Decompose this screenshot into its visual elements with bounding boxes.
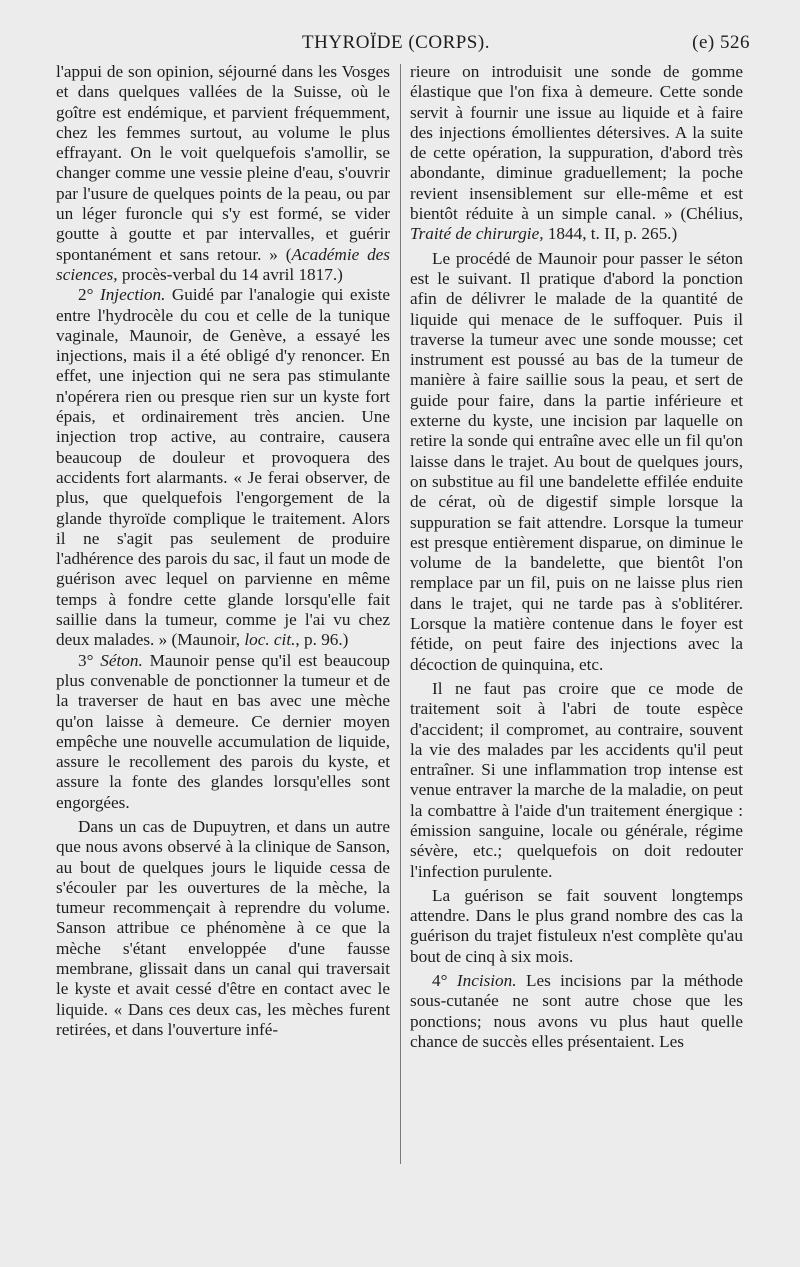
paragraph: Dans un cas de Dupuytren, et dans un autre que nous avons observé à la clinique de Sanson, au bout de quelques jours le liquide cessa de s'écouler par les ouvertures de la mèche, la tumeur recommençait à reprendre du volume. Sanson attribue ce phénomène à ce que la mèche s'étant enveloppée d'une fausse membrane, glissait dans un canal qui traversait le kyste et avait cessé d'être en contact avec le liquide. « Dans ces deux cas, les mèches furent retirées, et dans l'ouverture infé- xyxy=(56,816,390,1039)
paragraph xyxy=(56,62,390,285)
left-column xyxy=(56,62,390,1040)
paragraph xyxy=(56,651,390,813)
text-run: Maunoir pense qu'il est beaucoup plus convenable de ponctionner la tumeur et de la traverser de haut en bas avec une mèche qu'on laisse à demeure. Ce dernier moyen empêche une nouvelle accumulation de liquide, assure le recollement des parois du kyste, et assure la fonte des glandes lorsqu'elles sont engorgées. xyxy=(56,650,391,812)
section-number: 3° xyxy=(78,650,101,670)
text-run: 1844, t. II, p. 265.) xyxy=(543,224,678,244)
citation: Académie des sciences, xyxy=(56,244,390,284)
text-run: l'appui de son opinion, séjourné dans les Vosges et dans quelques vallées de la Suisse, où le goître est endémique, et parvient fréquemment, chez les femmes surtout, au volume le plus effrayant. On le voit quelquefois s'amollir, se changer comme une vessie pleine d'eau, s'ouvrir par l'usure de quelques points de la peau, ou par un léger furoncle qui s'y est formé, se vider goutte à goutte et par intervalles, et guérir spontanément et sans retour. » ( xyxy=(56,62,390,264)
text-run: , p. 96.) xyxy=(295,630,349,650)
running-title: THYROÏDE (CORPS). xyxy=(302,32,490,53)
paragraph: Le procédé de Maunoir pour passer le séton est le suivant. Il pratique d'abord la ponction afin de délivrer le malade de la quantité de liquide qui menace de le suffoquer. Puis il traverse la tumeur avec une sonde mousse; cet instrument est poussé au bas de la tumeur de manière à faire saillie sous la peau, et sert de guide pour faire, dans la partie inférieure et externe du kyste, une incision par laquelle on retire la sonde qui entraîne avec elle un fil qu'on laisse dans le trajet. Au bout de quelques jours, on substitue au fil une bandelette effilée enduite de cérat, où de digestif simple lorsque la suppuration se fait attendre. Lorsque la tumeur est presque entièrement disparue, on diminue le volume de la bandelette, que bientôt l'on remplace par un fil, puis on ne laisse plus rien dans le trajet, qui ne tarde pas à s'oblitérer. Lorsque la matière contenue dans le foyer est fétide, on peut faire des injections avec la décoction de quinquina, etc. xyxy=(410,248,743,674)
section-number: 4° xyxy=(432,971,457,991)
paragraph xyxy=(56,285,390,650)
section-term: Incision. xyxy=(456,971,517,991)
text-run: Guidé par l'analogie qui existe entre l'hydrocèle du cou et celle de la tunique vaginale, Maunoir, de Genève, a essayé les injections, mais il a été obligé d'y renoncer. En effet, une injection qui ne sera pas stimulante n'opérera rien ou presque rien sur un kyste fort épais, et ordinairement très ancien. Une injection trop active, au contraire, causera beaucoup de douleur et provoquera des accidents fort alarmants. « Je ferai observer, de plus, que quelquefois l'engorgement de la glande thyroïde complique le traitement. Alors il ne s'agit pas seulement de produire l'adhérence des parois du sac, il faut un mode de guérison avec lequel on parvienne en même temps à fondre cette glande lorsqu'elle fait saillie dans la tumeur, comme je l'ai vu chez deux malades. » (Maunoir, xyxy=(56,285,391,650)
paragraph: Il ne faut pas croire que ce mode de traitement soit à l'abri de toute espèce d'accident; il compromet, au contraire, souvent la vie des malades par les accidents qu'il peut entraîner. Si une inflammation trop intense est venue entraver la marche de la maladie, on peut la combattre à l'aide d'un traitement énergique : émission sanguine, locale ou générale, régime sévère, etc.; quelquefois on doit redouter l'infection purulente. xyxy=(410,678,743,881)
page-number: (e) 526 xyxy=(692,32,750,53)
section-term: Séton. xyxy=(100,650,143,670)
text-run: procès-verbal du 14 avril 1817.) xyxy=(117,264,343,284)
right-column xyxy=(410,62,743,1052)
running-header xyxy=(56,32,750,62)
paragraph xyxy=(410,971,743,1052)
text-run: Les incisions par la méthode sous-cutanée ne sont autre chose que les ponctions; nous avons vu plus haut quelle chance de succès elles présentaient. Les xyxy=(410,971,744,1051)
section-number: 2° xyxy=(78,285,100,305)
citation: Traité de chirurgie, xyxy=(410,224,544,244)
section-term: Injection. xyxy=(99,285,166,305)
paragraph: La guérison se fait souvent longtemps attendre. Dans le plus grand nombre des cas la guérison du trajet fistuleux n'est complète qu'au bout de cinq à six mois. xyxy=(410,885,743,966)
citation: loc. cit. xyxy=(244,630,296,650)
paragraph xyxy=(410,62,743,245)
text-run: rieure on introduisit une sonde de gomme élastique que l'on fixa à demeure. Cette sonde servit à fournir une issue au liquide et à faire des injections émollientes détersives. A la suite de cette opération, la suppuration, d'abord très abondante, diminue graduellement; la poche revient insensiblement sur elle-même et est bientôt réduite à un simple canal. » (Chélius, xyxy=(410,62,743,224)
column-rule xyxy=(400,64,401,1164)
